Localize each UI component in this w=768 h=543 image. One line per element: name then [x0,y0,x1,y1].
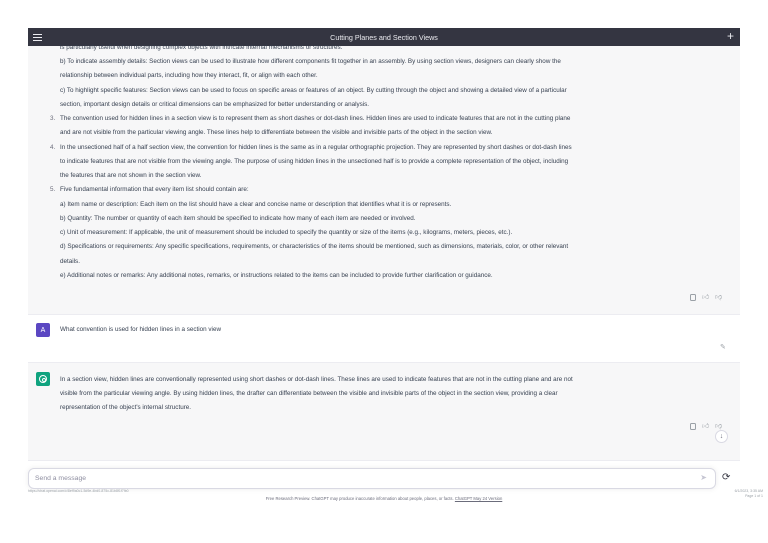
message-line: c) To highlight specific features: Section views can be used to focus on specific areas or features of an object. By cutting through the object and showing a detailed view of a particular [60,87,567,94]
footer-disclaimer [28,496,740,501]
version-link[interactable]: ChatGPT May 24 Version [454,496,503,501]
list-number: 3. [50,115,56,122]
message-line: a) Item name or description: Each item on the list should have a clear and concise name or description that identifies what it is or represents. [60,201,452,208]
message-line: is particularly useful when designing complex objects with intricate internal mechanisms or structures. [60,44,343,51]
print-timestamp: 6/1/2023, 3:35 AM [734,489,763,493]
page-url: https://chat.openai.com/c/8ef9a0c1-5d9e-4bd0-875c-81b8f1f7fb0 [28,489,129,493]
regenerate-icon[interactable]: ⟳ [722,472,731,483]
message-line: The convention used for hidden lines in a section view is to represent them as short dashes or dot-dash lines. Hidden lines are used to indicate features that are not in the cutting plane [60,115,571,122]
disclaimer-text: Free Research Preview. ChatGPT may produce inaccurate information about people, places, or facts. [265,496,454,501]
chatgpt-logo-icon [39,375,47,383]
message-line: b) Quantity: The number or quantity of each item should be specified to indicate how many of each item are needed or involved. [60,215,416,222]
arrow-down-icon[interactable]: ↓ [715,430,728,443]
page-number: Page 1 of 1 [745,494,763,498]
message-line: e) Additional notes or remarks: Any additional notes, remarks, or instructions related to the items can be included to provide further clarification or guidance. [60,272,493,279]
message-line: to indicate features that are not visible from the viewing angle. The purpose of using hidden lines in the unsectioned half is to provide a complete representation of the object, including [60,158,569,165]
message-input[interactable] [35,471,685,486]
thumbs-down-icon[interactable]: 👎︎ [715,423,723,430]
hamburger-icon[interactable] [33,31,45,43]
avatar [36,372,50,386]
send-icon[interactable]: ➤ [700,473,707,482]
conversation-title: Cutting Planes and Section Views [330,32,438,42]
list-number: 4. [50,144,56,151]
message-line: d) Specifications or requirements: Any specific specifications, requirements, or characteristics of the items should be mentioned, such as dimensions, materials, color, or other relevant [60,243,569,250]
message-line: In the unsectioned half of a half section view, the convention for hidden lines is the same as in a regular orthographic projection. They are represented by short dashes or dot-dash lines [60,144,572,151]
user-message [28,315,740,363]
message-line: c) Unit of measurement: If applicable, the unit of measurement should be included to specify the quantity or size of the items (e.g., kilograms, meters, pieces, etc.). [60,229,513,236]
message-composer [28,468,716,489]
clipboard-icon[interactable] [690,294,696,301]
message-line: Five fundamental information that every item list should contain are: [60,186,249,193]
plus-icon[interactable]: + [726,29,734,43]
user-message-text: What convention is used for hidden lines in a section view [60,326,222,333]
message-line: section, important design details or critical dimensions can be emphasized for better understanding or analysis. [60,101,370,108]
message-line: visible from the particular viewing angle. By using hidden lines, the drafter can differentiate between the visible and invisible parts of the object in the section view, providing a clear [60,390,558,397]
thumbs-down-icon[interactable]: 👎︎ [715,294,723,301]
message-line: In a section view, hidden lines are conventionally represented using short dashes or dot-dash lines. These lines are used to indicate features that are not in the cutting plane and are not [60,376,573,383]
thumbs-up-icon[interactable]: 👍︎ [702,294,710,301]
clipboard-icon[interactable] [690,423,696,430]
message-line: details. [60,258,80,265]
edit-icon[interactable]: ✎ [720,344,726,351]
thumbs-up-icon[interactable]: 👍︎ [702,423,710,430]
message-actions [690,294,722,302]
message-line: and are not visible from the particular viewing angle. These lines help to differentiate between the visible and invisible parts of the object in the section view. [60,129,493,136]
message-line: the features that are not shown in the section view. [60,172,202,179]
message-line: representation of the object's internal structure. [60,404,192,411]
list-number: 5. [50,186,56,193]
message-line: b) To indicate assembly details: Section views can be used to illustrate how different components fit together in an assembly. By using section views, designers can clearly show the [60,58,561,65]
message-actions [690,423,722,431]
message-line: relationship between individual parts, including how they interact, fit, or align with each other. [60,72,318,79]
avatar: A [36,323,50,337]
